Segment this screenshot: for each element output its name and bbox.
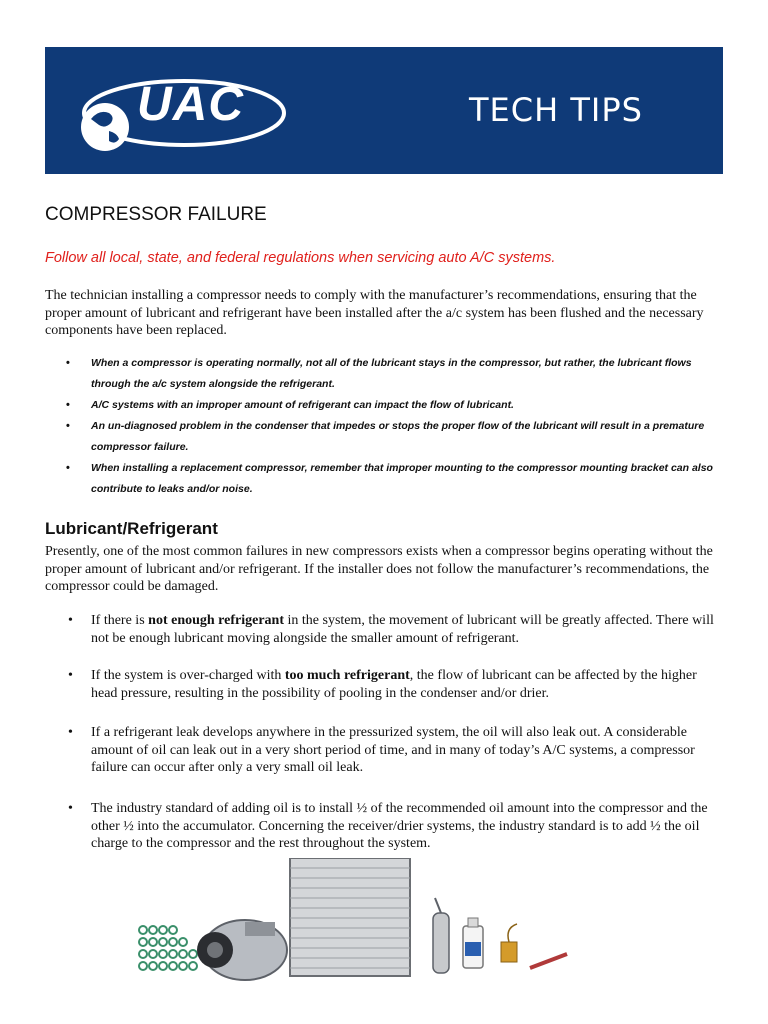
regulation-warning: Follow all local, state, and federal regulations when servicing auto A/C systems. — [45, 250, 556, 266]
expansion-valve-icon — [501, 924, 517, 962]
condenser-icon — [290, 858, 410, 976]
drier-icon — [433, 898, 449, 973]
list-item: • When a compressor is operating normally, not all of the lubricant stays in the compressor, but rather, the lubricant flows through the a/c system alongside the refrigerant. — [45, 353, 725, 395]
italic-bullet-list — [45, 353, 725, 500]
page-title: COMPRESSOR FAILURE — [45, 204, 267, 225]
intro-paragraph: The technician installing a compressor needs to comply with the manufacturer’s recommendations, ensuring that the proper amount of lubricant and refrigerant have been installed after the a/c system has been flushed and the necessary components have been replaced. — [45, 288, 704, 338]
bullet-not-enough-refrigerant: • If there is not enough refrigerant in the system, the movement of lubricant will be greatly affected. There will not be enough lubricant moving alongside the smaller amount of refrigerant. — [68, 613, 714, 646]
list-item: • A/C systems with an improper amount of refrigerant can impact the flow of lubricant. — [45, 395, 725, 416]
compressor-icon — [197, 920, 287, 980]
bullet-too-much-refrigerant: • If the system is over-charged with too much refrigerant, the flow of lubricant can be affected by the higher head pressure, resulting in the possibility of pooling in the condenser and/or drier. — [68, 668, 697, 701]
banner-title: TECH TIPS — [469, 91, 643, 129]
bullet-refrigerant-leak: • If a refrigerant leak develops anywhere in the pressurized system, the oil will also leak out. A considerable amount of oil can leak out in a very short period of time, and in many of today’s A/C systems, a compressor failure can occur after only a very small oil leak. — [68, 725, 695, 775]
section-heading: Lubricant/Refrigerant — [45, 519, 218, 538]
list-item: • When installing a replacement compressor, remember that improper mounting to the compressor mounting bracket can also contribute to leaks and/or noise. — [45, 458, 725, 500]
logo-text: UAC — [137, 78, 244, 131]
oil-bottle-icon — [463, 918, 483, 968]
ac-components-image — [135, 858, 575, 988]
o-ring-kit-icon — [139, 926, 197, 970]
bullet-oil-standard: • The industry standard of adding oil is to install ½ of the recommended oil amount into the compressor and the other ½ into the accumulator. Concerning the receiver/drier systems, the industry standard is to add ½ the oil charge to the compressor and the rest throughout the system. — [68, 801, 708, 851]
orifice-tube-icon — [530, 954, 567, 968]
uac-logo — [79, 69, 289, 159]
list-item: • An un-diagnosed problem in the condenser that impedes or stops the proper flow of the lubricant will result in a premature compressor failure. — [45, 416, 725, 458]
header-banner — [45, 47, 723, 174]
section-paragraph: Presently, one of the most common failures in new compressors exists when a compressor begins operating without the proper amount of lubricant and/or refrigerant. If the installer does not follow the manufacturer’s recommendations, the compressor could be damaged. — [45, 544, 713, 594]
